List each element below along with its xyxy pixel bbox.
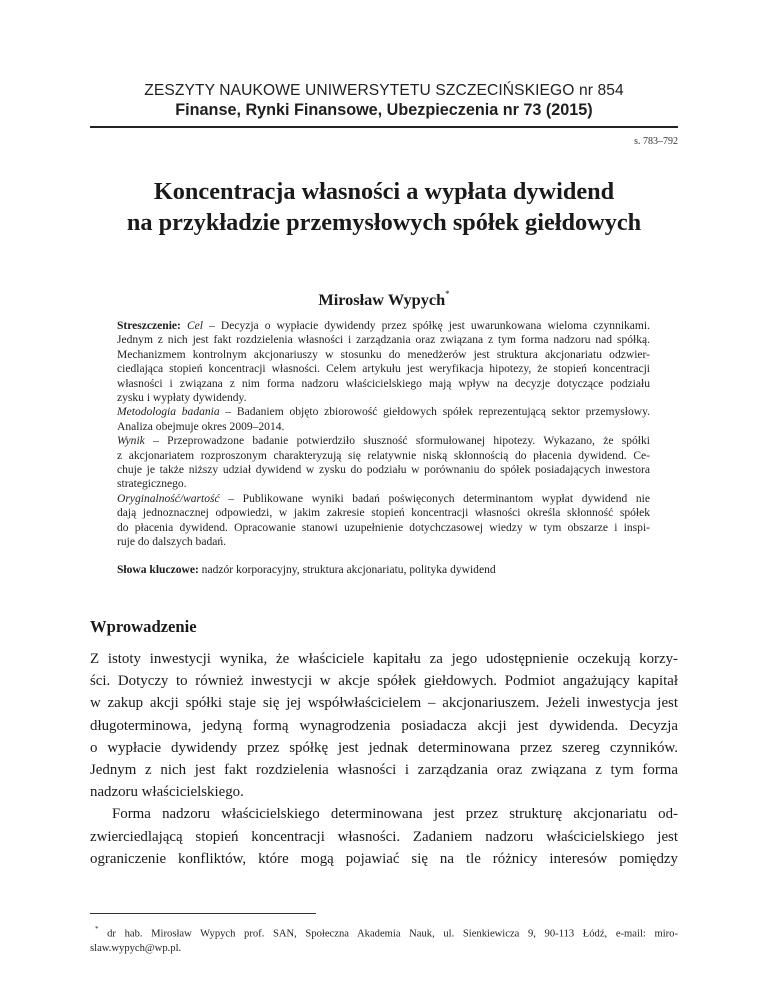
abstract-line <box>117 319 650 333</box>
abstract-line: do płacenia dywidend. Opracowanie stanowi uzupełnienie dotychczasowej wiedzy w tym obszarze i inspi- <box>117 521 650 534</box>
abstract-line: Jednym z nich jest fakt rozdzielenia własności i zarządzania oraz związana z tym forma nadzoru nad spółką. <box>117 334 650 347</box>
author-name <box>90 290 678 310</box>
footnote-line <box>90 923 678 942</box>
article-title <box>90 176 678 238</box>
body-line: Jednym z nich jest fakt rozdzielenia własności i zarządzania oraz związana z tym forma <box>90 762 678 779</box>
abstract <box>117 319 650 550</box>
body-line: Forma nadzoru właścicielskiego determinowana jest przez strukturę akcjonariatu od- <box>112 806 678 823</box>
footnote-text: dr hab. Mirosław Wypych prof. SAN, Społeczna Akademia Nauk, ul. Sienkiewicza 9, 90-113 Łódź, e-mail: miro- <box>98 928 678 940</box>
abstract-line: dają jednoznacznej odpowiedzi, w jakim zakresie stopień koncentracji własności określa skłonność spółek <box>117 507 650 520</box>
abstract-cel-label: Cel <box>186 320 203 332</box>
header-divider <box>90 126 678 128</box>
abstract-line: chuje je także niższy udział dywidend w zysku do podziału w porównaniu do spółek posiadających inwestora <box>117 464 650 477</box>
abstract-label: Streszczenie: <box>117 320 181 332</box>
abstract-line: Analiza obejmuje okres 2009–2014. <box>117 420 285 433</box>
abstract-line: z akcjonariatem rozproszonym charakteryzują się relatywnie niską skłonnością do płacenia dywidend. Ce- <box>117 449 650 462</box>
abstract-line: ciedlająca stopień koncentracji własności. Celem artykułu jest weryfikacja hipotezy, że stopień koncentracji <box>117 363 650 376</box>
body-text <box>90 648 678 870</box>
section-heading: Wprowadzenie <box>90 617 197 636</box>
keywords <box>117 564 650 576</box>
footnote-mark: * <box>95 925 99 933</box>
body-line: ści. Dotyczy to również inwestycji w akcje spółek giełdowych. Podmiot angażujący kapitał <box>90 673 678 690</box>
title-line-2: na przykładzie przemysłowych spółek giełdowych <box>126 209 642 236</box>
body-line: ograniczenie konfliktów, które mogą pojawiać się na tle różnicy interesów pomiędzy <box>90 850 678 867</box>
abstract-text: – Decyzja o wypłacie dywidendy przez spółkę jest uwarunkowana wieloma czynnikami. <box>203 320 651 332</box>
keywords-label: Słowa kluczowe: <box>117 564 199 576</box>
footnote-line: slaw.wypych@wp.pl. <box>90 942 182 954</box>
abstract-result-label: Wynik <box>117 435 145 448</box>
page-range: s. 783–792 <box>634 136 678 147</box>
body-line: o wypłacie dywidendy przez spółkę jest jednak determinowana przez szereg czynników. <box>90 739 678 756</box>
author-name-text: Mirosław Wypych <box>318 290 446 309</box>
abstract-line <box>117 405 650 419</box>
abstract-text: – Publikowane wyniki badań poświęconych determinantom wypłat dywidend nie <box>219 492 650 505</box>
journal-name: ZESZYTY NAUKOWE UNIWERSYTETU SZCZECIŃSKIEGO nr 854 <box>144 82 624 99</box>
abstract-line: Mechanizmem kontrolnym akcjonariuszy w stosunku do menedżerów jest struktura akcjonariatu odzwier- <box>117 348 650 361</box>
footnote <box>90 923 678 956</box>
abstract-line: zysku i wypłaty dywidendy. <box>117 392 247 405</box>
abstract-line: strategicznego. <box>117 478 187 491</box>
author-footnote-mark: * <box>445 288 450 299</box>
abstract-line <box>117 434 650 448</box>
body-line: zwierciedlającą stopień koncentracji własności. Zadaniem nadzoru właścicielskiego jest <box>90 828 678 845</box>
body-line: w zakup akcji spółki staje się jej współwłaścicielem – akcjonariuszem. Jeżeli inwestycja jest <box>90 695 678 712</box>
title-line-1: Koncentracja własności a wypłata dywidend <box>153 178 615 205</box>
abstract-text: – Przeprowadzone badanie potwierdziło słuszność sformułowanej hipotezy. Wykazano, że spółki <box>144 435 650 448</box>
abstract-line: własności i związana z nim forma nadzoru właścicielskiego mają wpływ na decyzje dotyczące podziału <box>117 377 650 390</box>
footnote-divider <box>90 913 316 914</box>
keywords-text: nadzór korporacyjny, struktura akcjonariatu, polityka dywidend <box>198 564 496 576</box>
abstract-line: ruje do dalszych badań. <box>117 536 227 549</box>
abstract-text: – Badaniem objęto zbiorowość giełdowych spółek reprezentującą sektor przemysłowy. <box>219 406 651 419</box>
journal-series: Finanse, Rynki Finansowe, Ubezpieczenia nr 73 (2015) <box>175 101 593 119</box>
abstract-line <box>117 492 650 506</box>
abstract-originality-label: Oryginalność/wartość <box>117 492 220 505</box>
abstract-methodology-label: Metodologia badania <box>117 406 220 419</box>
body-line: nadzoru właścicielskiego. <box>90 784 244 801</box>
body-line: Z istoty inwestycji wynika, że właściciele kapitału za jego udostępnienie oczekują korzy- <box>90 651 678 667</box>
body-line: długoterminowa, jedyną formą wynagrodzenia posiadacza akcji jest dywidenda. Decyzja <box>90 717 678 734</box>
